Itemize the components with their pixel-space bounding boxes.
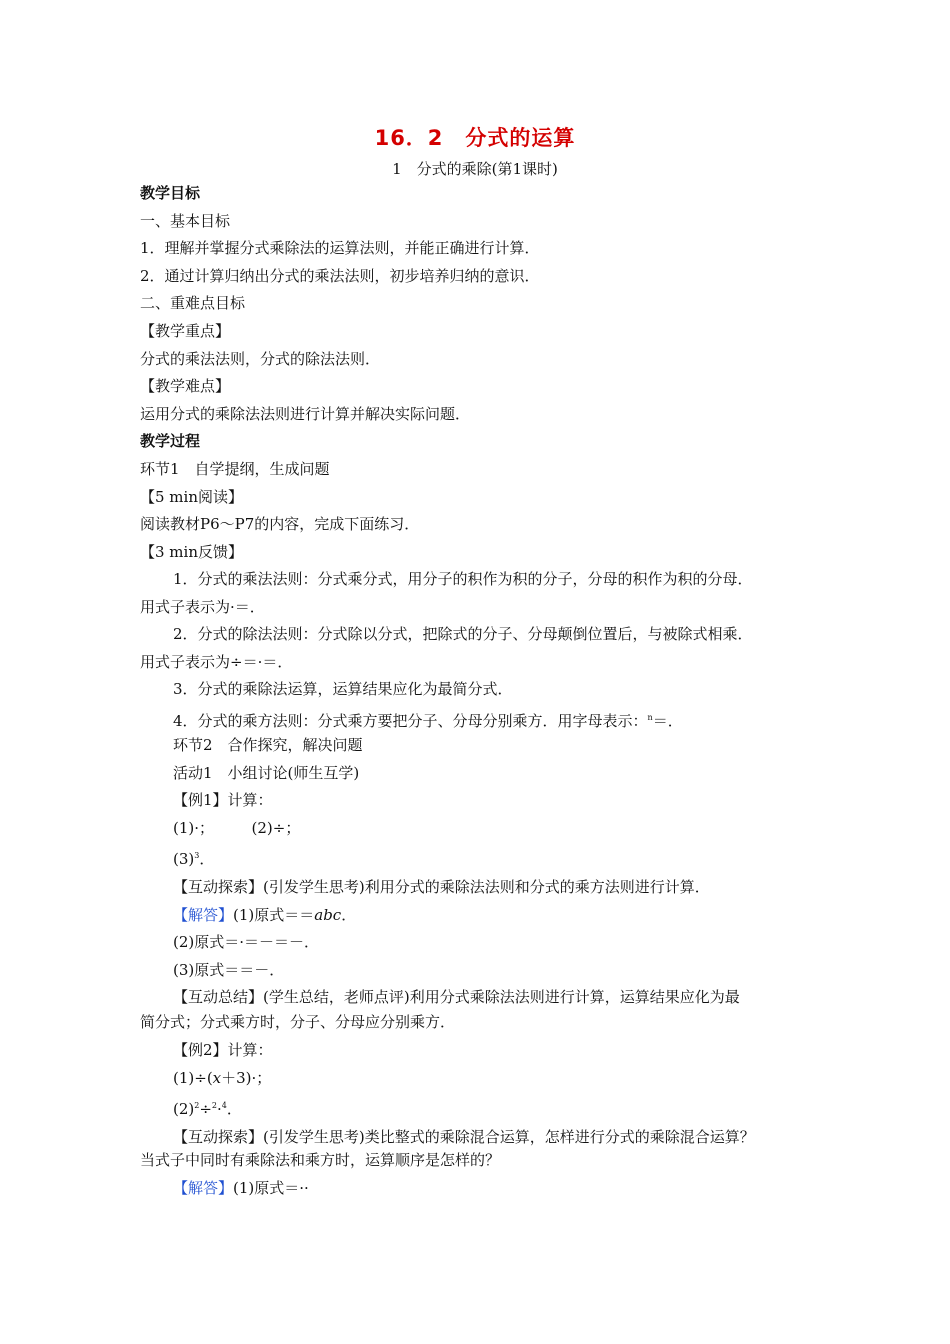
ans1-1-text: (1)原式＝＝ (233, 905, 315, 924)
feedback-1b: 用式子表示为·＝． (140, 597, 265, 616)
explore-1: 【互动探索】(引发学生思考)利用分式的乘除法法则和分式的乘方法则进行计算． (173, 877, 710, 896)
answer-2-section (173, 1175, 853, 1203)
ex1-item3-text: (3) (173, 850, 195, 869)
ans2-1-text: (1)原式＝·· (233, 1179, 309, 1197)
document-title: 16．2 分式的运算 (374, 126, 576, 150)
explore-continued (140, 1147, 830, 1175)
ex2-2-sup1: 2 (194, 1101, 200, 1111)
read-label: 【5 min阅读】 (140, 487, 243, 506)
ex2-2-b: ÷ (199, 1100, 212, 1119)
feedback-3: 3．分式的乘除法运算，运算结果应化为最简分式． (173, 680, 513, 699)
document-subtitle: 1 分式的乘除(第1课时) (392, 160, 558, 178)
key-goal: 二、重难点目标 (140, 294, 246, 313)
basic-goal: 一、基本目标 (140, 211, 231, 230)
feedback-section (140, 566, 830, 736)
example-1-item-3 (173, 842, 853, 874)
ex2-1-var: x (212, 1068, 222, 1087)
answer-1-1 (173, 902, 853, 930)
ex2-2-sup2: 2 (211, 1101, 218, 1111)
example-2-section (173, 1037, 853, 1151)
ex2-2-a: (2) (173, 1100, 195, 1119)
difficulty: 运用分式的乘除法法则进行计算并解决实际问题． (140, 404, 471, 423)
key-point-label: 【教学重点】 (140, 321, 231, 340)
example-2-item-2 (173, 1092, 853, 1124)
explore-2a: 【互动探索】(引发学生思考)类比整式的乘除混合运算，怎样进行分式的乘除混合运算？ (173, 1127, 755, 1146)
ex2-1-pre: (1)÷( (173, 1068, 213, 1087)
summary-continued (140, 1009, 830, 1037)
feedback-2b: 用式子表示为÷＝·＝． (140, 652, 293, 671)
ex2-2-c: · (217, 1100, 222, 1119)
cooperation-section (173, 732, 853, 1012)
document-body (140, 180, 820, 566)
ex2-2-sup3: 4 (221, 1101, 227, 1111)
answer-label: 【解答】 (173, 905, 234, 924)
explore-2b: 当式子中同时有乘除法和乘方时，运算顺序是怎样的？ (140, 1151, 501, 1169)
answer-1-2: (2)原式＝·＝－＝－． (173, 933, 320, 952)
ex2-2-d: ． (226, 1100, 242, 1119)
activity-1: 活动1 小组讨论(师生互学) (173, 763, 360, 782)
answer-2-label: 【解答】 (173, 1179, 234, 1197)
example-1-label: 【例1】计算： (173, 791, 273, 810)
ex2-1-post: ＋3)·； (221, 1068, 272, 1087)
goal-1: 1．理解并掌握分式乘除法的运算法则，并能正确进行计算． (140, 239, 540, 258)
example-2-label: 【例2】计算： (173, 1041, 273, 1059)
link-2: 环节2 合作探究，解决问题 (173, 736, 363, 754)
heading-goals: 教学目标 (140, 184, 201, 202)
feedback-label: 【3 min反馈】 (140, 542, 243, 561)
key-point: 分式的乘法法则，分式的除法法则． (140, 349, 381, 368)
read-text: 阅读教材P6～P7的内容，完成下面练习． (140, 515, 420, 534)
heading-process: 教学过程 (140, 432, 201, 451)
feedback-2a: 2．分式的除法法则：分式除以分式，把除式的分子、分母颠倒位置后，与被除式相乘． (173, 625, 753, 644)
feedback-4-end: ＝． (652, 711, 683, 730)
answer-2-1 (173, 1175, 853, 1203)
example-1-items: (1)·； (2)÷； (173, 818, 301, 837)
answer-1-3: (3)原式＝＝－． (173, 960, 285, 979)
example-2-item-1 (173, 1065, 853, 1093)
ans1-1-italic: abc (314, 905, 342, 924)
ans1-1-end: ． (341, 905, 357, 924)
ex1-item3-end: ． (199, 850, 215, 869)
feedback-4-sup: n (647, 712, 653, 722)
summary-1b: 简分式；分式乘方时，分子、分母应分别乘方． (140, 1013, 456, 1031)
feedback-4 (140, 704, 830, 736)
feedback-4-text: 4．分式的乘方法则：分式乘方要把分子、分母分别乘方．用字母表示： (173, 711, 648, 730)
ex1-item3-sup: 3 (194, 851, 200, 861)
feedback-1a: 1．分式的乘法法则：分式乘分式，用分子的积作为积的分子，分母的积作为积的分母． (173, 570, 753, 588)
difficulty-label: 【教学难点】 (140, 377, 231, 396)
goal-2: 2．通过计算归纳出分式的乘法法则，初步培养归纳的意识． (140, 266, 540, 285)
summary-1a: 【互动总结】(学生总结，老师点评)利用分式乘除法法则进行计算，运算结果应化为最 (173, 988, 740, 1007)
link-1: 环节1 自学提纲，生成问题 (140, 459, 330, 478)
